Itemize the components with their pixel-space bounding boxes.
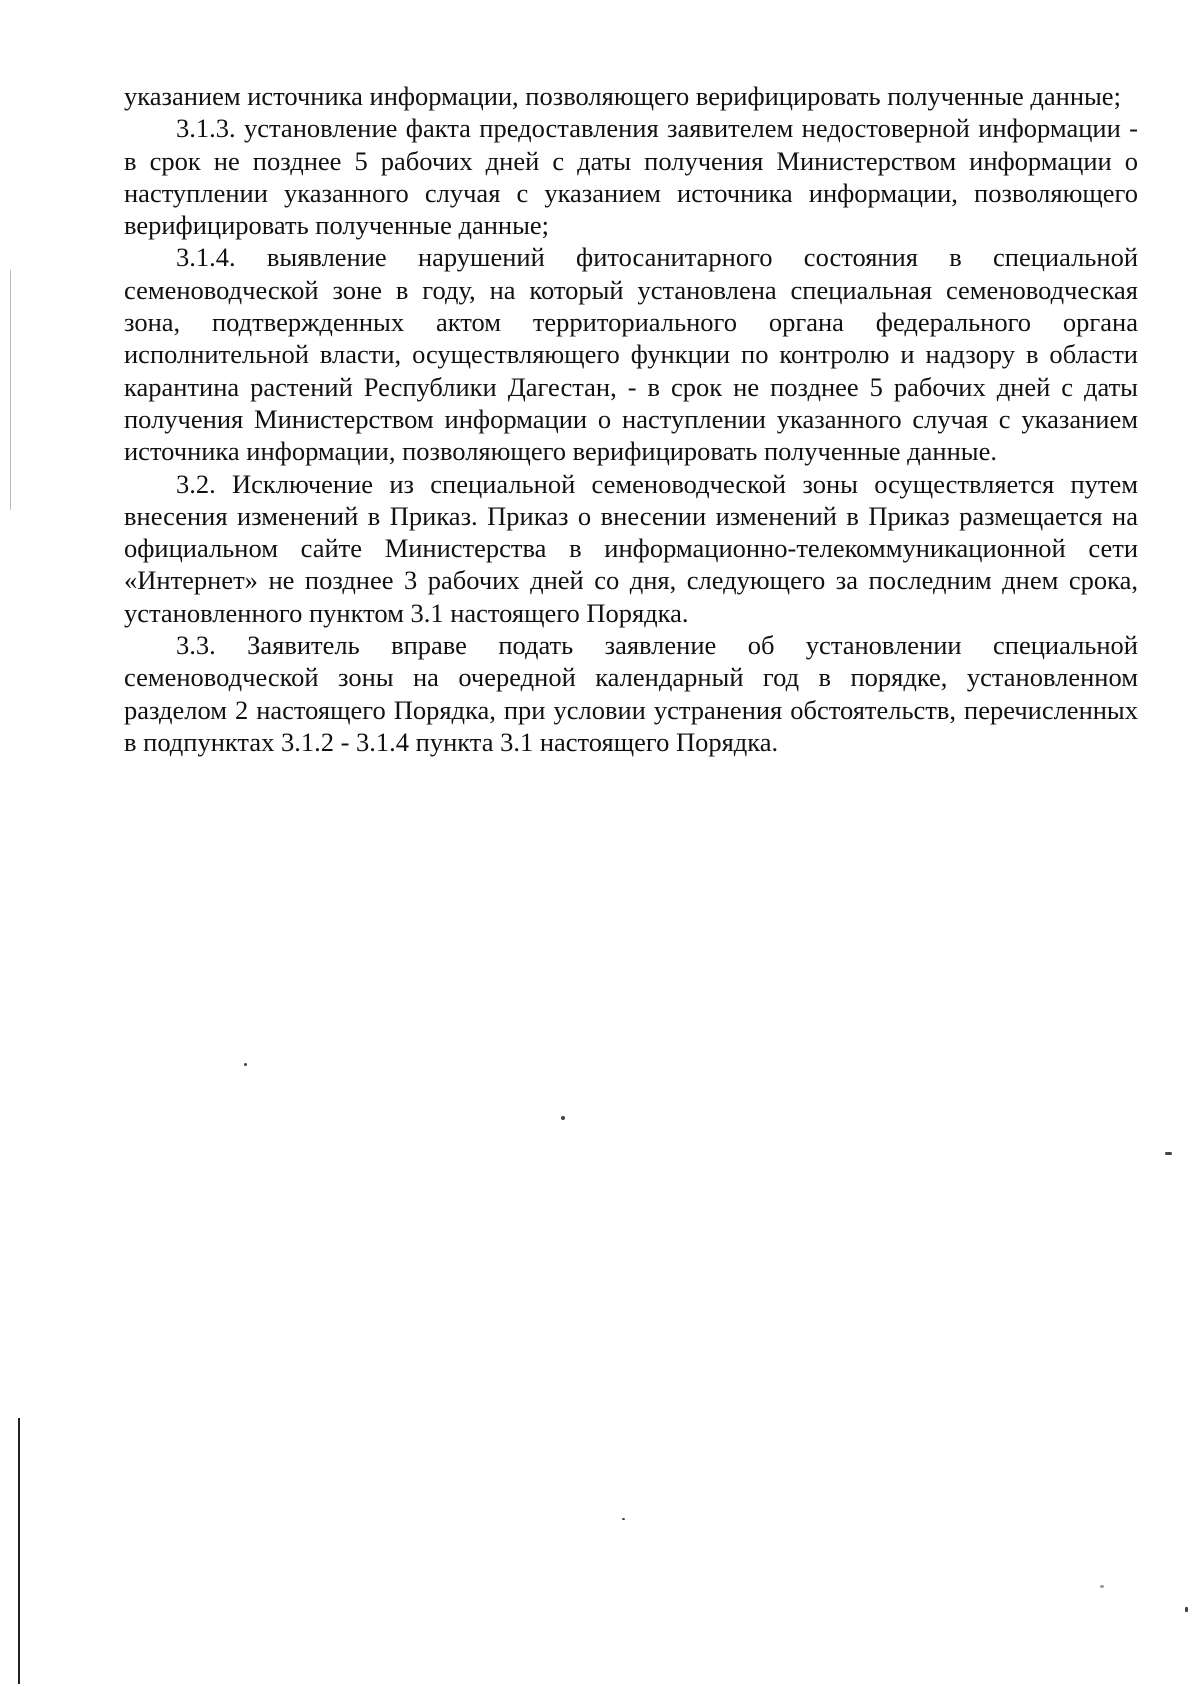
scan-speck (561, 1116, 565, 1120)
scan-speck (622, 1518, 625, 1520)
scan-edge-line-bottom (18, 1418, 20, 1684)
paragraph-3-2: 3.2. Исключение из специальной семеноводческой зоны осуществляется путем внесения изменений в Приказ. Приказ о внесении изменений в Приказ размещается на официальном сайте Министерства в информационно-телекоммуникационной сети «Интернет» не позднее 3 рабочих дней со дня, следующего за последним днем срока, установленного пунктом 3.1 настоящего Порядка. (124, 468, 1138, 628)
paragraph-3-3: 3.3. Заявитель вправе подать заявление об установлении специальной семеноводческой зоны на очередной календарный год в порядке, установленном разделом 2 настоящего Порядка, при условии устранения обстоятельств, перечисленных в подпунктах 3.1.2 - 3.1.4 пункта 3.1 настоящего Порядка. (124, 630, 1138, 757)
paragraph-continuation: указанием источника информации, позволяющего верифицировать полученные данные; (124, 81, 1121, 111)
scan-speck (1165, 1152, 1172, 1155)
scan-speck (1185, 1607, 1188, 1612)
paragraph-3-1-3: 3.1.3. установление факта предоставления заявителем недостоверной информации - в срок не позднее 5 рабочих дней с даты получения Министерством информации о наступлении указанного случая с указанием источника информации, позволяющего верифицировать полученные данные; (124, 113, 1138, 241)
scan-edge-line-top (10, 270, 11, 510)
paragraph-3-1-4: 3.1.4. выявление нарушений фитосанитарного состояния в специальной семеноводческой зоне в году, на который установлена специальная семеноводческая зона, подтвержденных актом территориального органа федерального органа исполнительной власти, осуществляющего функции по контролю и надзору в области карантина растений Республики Дагестан, - в срок не позднее 5 рабочих дней с даты получения Министерством информации о наступлении указанного случая с указанием источника информации, позволяющего верифицировать полученные данные. (124, 242, 1138, 467)
scan-speck (1100, 1585, 1104, 1588)
document-body (124, 80, 1138, 758)
scan-speck (244, 1063, 247, 1066)
